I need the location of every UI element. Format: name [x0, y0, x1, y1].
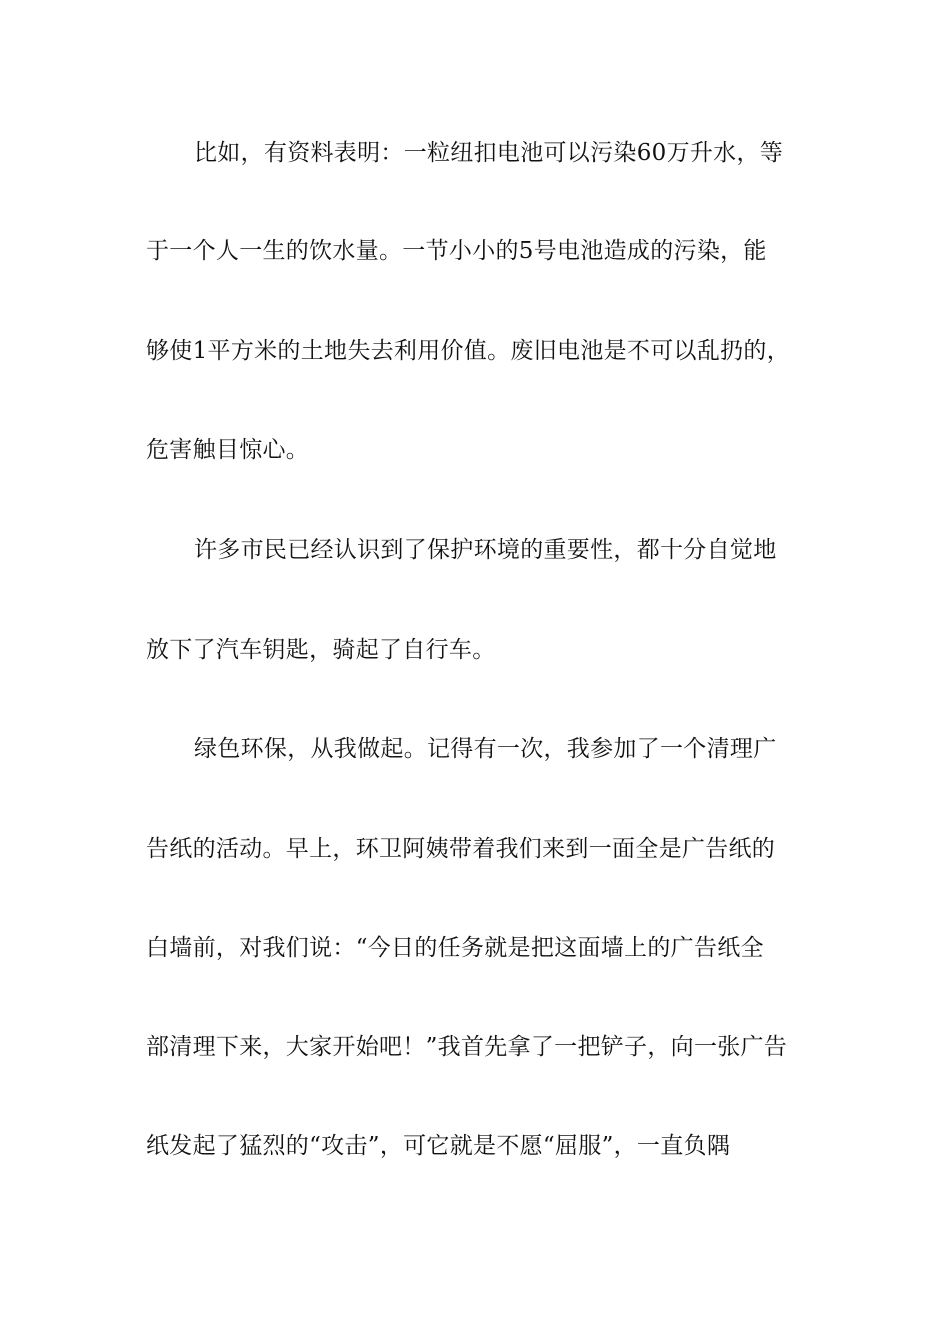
paragraph-3-line-4: 部清理下来，大家开始吧！”我首先拿了一把铲子，向一张广告: [146, 1034, 788, 1060]
paragraph-3-line-2: 告纸的活动。早上，环卫阿姨带着我们来到一面全是广告纸的: [146, 836, 776, 862]
paragraph-1-line-1: 比如，有资料表明：一粒纽扣电池可以污染60万升水，等: [194, 140, 784, 166]
paragraph-1-line-4: 危害触目惊心。: [146, 437, 310, 463]
paragraph-3-line-3: 白墙前，对我们说：“今日的任务就是把这面墙上的广告纸全: [146, 935, 764, 961]
paragraph-2-line-2: 放下了汽车钥匙，骑起了自行车。: [146, 637, 496, 663]
paragraph-1-line-3: 够使1平方米的土地失去利用价值。废旧电池是不可以乱扔的，: [146, 338, 791, 364]
paragraph-3-line-1: 绿色环保，从我做起。记得有一次，我参加了一个清理广: [194, 736, 777, 762]
paragraph-2-line-1: 许多市民已经认识到了保护环境的重要性，都十分自觉地: [194, 537, 777, 563]
paragraph-1-line-2: 于一个人一生的饮水量。一节小小的5号电池造成的污染，能: [146, 238, 767, 264]
paragraph-3-line-5: 纸发起了猛烈的“攻击”，可它就是不愿“屈服”，一直负隅: [146, 1133, 731, 1159]
